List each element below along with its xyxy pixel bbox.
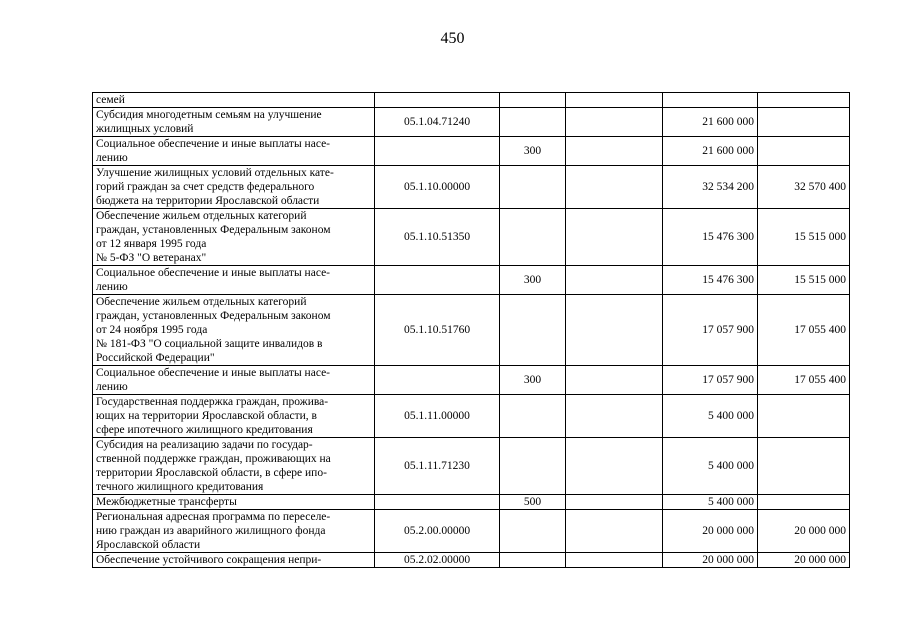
amount-col-2-cell: 21 600 000 [663,137,758,166]
expense-type-cell [500,166,566,209]
amount-col-1-cell [566,295,663,366]
budget-table-body [93,93,850,568]
expense-name-cell: Улучшение жилищных условий отдельных кате- горий граждан за счет средств федерального бюджета на территории Ярославской области [93,166,375,209]
amount-col-3-cell: 15 515 000 [758,209,850,266]
amount-col-3-cell: 20 000 000 [758,510,850,553]
expense-type-cell [500,108,566,137]
amount-col-3-cell [758,93,850,108]
amount-col-2-cell: 5 400 000 [663,438,758,495]
amount-col-3-cell: 17 055 400 [758,295,850,366]
table-row [93,137,850,166]
amount-col-3-cell [758,495,850,510]
amount-col-2-cell: 5 400 000 [663,395,758,438]
expense-type-cell [500,395,566,438]
target-article-code-cell [375,495,500,510]
amount-col-1-cell [566,438,663,495]
table-row [93,209,850,266]
amount-col-2-cell: 32 534 200 [663,166,758,209]
expense-type-cell: 300 [500,366,566,395]
target-article-code-cell [375,137,500,166]
amount-col-3-cell [758,108,850,137]
expense-name-cell: Региональная адресная программа по переселе- нию граждан из аварийного жилищного фонда Ярославской области [93,510,375,553]
expense-name-cell: семей [93,93,375,108]
amount-col-1-cell [566,495,663,510]
expense-name-cell: Социальное обеспечение и иные выплаты насе- лению [93,137,375,166]
amount-col-3-cell: 15 515 000 [758,266,850,295]
table-row [93,510,850,553]
target-article-code-cell: 05.1.11.00000 [375,395,500,438]
amount-col-2-cell: 17 057 900 [663,295,758,366]
table-row [93,366,850,395]
amount-col-2-cell: 20 000 000 [663,510,758,553]
amount-col-2-cell: 5 400 000 [663,495,758,510]
amount-col-1-cell [566,137,663,166]
amount-col-2-cell: 15 476 300 [663,266,758,295]
expense-name-cell: Социальное обеспечение и иные выплаты насе- лению [93,266,375,295]
target-article-code-cell [375,266,500,295]
expense-name-cell: Субсидия многодетным семьям на улучшение жилищных условий [93,108,375,137]
amount-col-2-cell: 20 000 000 [663,553,758,568]
amount-col-1-cell [566,266,663,295]
amount-col-1-cell [566,108,663,137]
expense-type-cell: 500 [500,495,566,510]
target-article-code-cell: 05.1.10.00000 [375,166,500,209]
amount-col-2-cell: 15 476 300 [663,209,758,266]
table-row [93,266,850,295]
amount-col-2-cell: 21 600 000 [663,108,758,137]
expense-name-cell: Межбюджетные трансферты [93,495,375,510]
amount-col-3-cell: 20 000 000 [758,553,850,568]
amount-col-1-cell [566,209,663,266]
expense-name-cell: Обеспечение жильем отдельных категорий граждан, установленных Федеральным законом от 24 ноября 1995 года № 181-ФЗ "О социальной защите инвалидов в Российской Федерации" [93,295,375,366]
budget-table [92,92,850,568]
expense-name-cell: Субсидия на реализацию задачи по государ- ственной поддержке граждан, проживающих на территории Ярославской области, в сфере ипо- течного жилищного кредитования [93,438,375,495]
amount-col-3-cell [758,137,850,166]
expense-type-cell [500,295,566,366]
amount-col-1-cell [566,166,663,209]
amount-col-3-cell [758,395,850,438]
expense-name-cell: Государственная поддержка граждан, прожива- ющих на территории Ярославской области, в сфере ипотечного жилищного кредитования [93,395,375,438]
amount-col-1-cell [566,366,663,395]
expense-name-cell: Обеспечение жильем отдельных категорий граждан, установленных Федеральным законом от 12 января 1995 года № 5-ФЗ "О ветеранах" [93,209,375,266]
target-article-code-cell: 05.1.10.51350 [375,209,500,266]
amount-col-3-cell: 17 055 400 [758,366,850,395]
table-row [93,93,850,108]
target-article-code-cell [375,93,500,108]
table-row [93,395,850,438]
expense-type-cell [500,510,566,553]
amount-col-1-cell [566,395,663,438]
table-row [93,295,850,366]
expense-type-cell [500,93,566,108]
amount-col-1-cell [566,93,663,108]
expense-type-cell: 300 [500,137,566,166]
target-article-code-cell: 05.1.04.71240 [375,108,500,137]
amount-col-1-cell [566,553,663,568]
table-row [93,108,850,137]
amount-col-2-cell: 17 057 900 [663,366,758,395]
table-row [93,553,850,568]
target-article-code-cell [375,366,500,395]
amount-col-2-cell [663,93,758,108]
table-row [93,495,850,510]
table-row [93,166,850,209]
target-article-code-cell: 05.2.02.00000 [375,553,500,568]
expense-name-cell: Социальное обеспечение и иные выплаты насе- лению [93,366,375,395]
expense-type-cell [500,553,566,568]
target-article-code-cell: 05.1.10.51760 [375,295,500,366]
expense-type-cell: 300 [500,266,566,295]
target-article-code-cell: 05.1.11.71230 [375,438,500,495]
amount-col-3-cell [758,438,850,495]
amount-col-1-cell [566,510,663,553]
target-article-code-cell: 05.2.00.00000 [375,510,500,553]
expense-name-cell: Обеспечение устойчивого сокращения непри- [93,553,375,568]
page-number: 450 [440,30,465,47]
amount-col-3-cell: 32 570 400 [758,166,850,209]
expense-type-cell [500,438,566,495]
table-row [93,438,850,495]
expense-type-cell [500,209,566,266]
